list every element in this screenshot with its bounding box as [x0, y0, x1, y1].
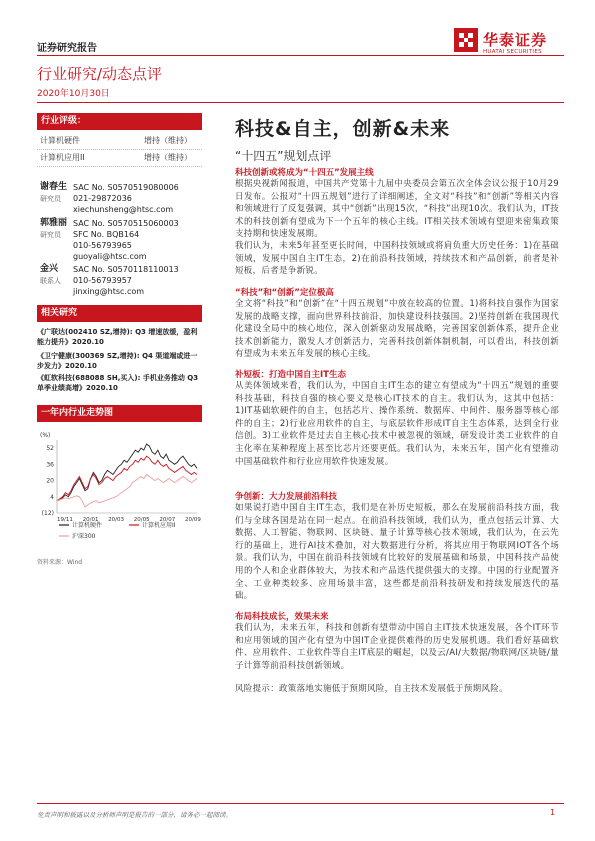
x-tick-label: 20/01: [82, 517, 99, 523]
x-tick-label: 20/03: [108, 517, 125, 523]
section-heading: 补短板：打造中国自主IT生态: [235, 370, 346, 380]
analyst-info: [73, 218, 179, 262]
header-divider-2: [37, 102, 564, 103]
industry-trend-chart: [37, 428, 202, 553]
page-subtitle: “十四五”规划点评: [235, 149, 332, 163]
logo-text-en: HUATAI SECURITIES: [483, 49, 542, 55]
analyst-card: [37, 182, 202, 216]
related-item[interactable]: [37, 351, 202, 371]
rating-industry: 计算机应用II: [40, 153, 85, 162]
analyst-email[interactable]: xiechunsheng@htsc.com: [73, 205, 174, 214]
rating-industry: 计算机硬件: [40, 136, 80, 145]
analyst-sac: SAC No. S0570118110013: [73, 265, 179, 274]
section-heading: 科技创新或将成为“十四五”发展主线: [235, 168, 374, 178]
analyst-phone: 010-56793965: [73, 241, 132, 250]
report-type-label: 证券研究报告: [37, 43, 97, 54]
section-paragraph: 根据央视新闻报道，中国共产党第十九届中央委员会第五次全体会议公报于10月29日发布。公报对“十四五规划”进行了详细阐述，全文对“科技”和“创新”等相关内容和领域进行了反复强调，其中“创新”出现15次，“科技”出现10次。我们认为，IT技术的科技创新有望成为下一个五年的核心主线。IT相关技术领域有望迎来密集政策支持期和快速发展期。: [235, 179, 559, 240]
x-tick-label: 20/07: [159, 517, 176, 523]
analyst-name: 金兴: [40, 264, 59, 274]
y-tick-label: 36: [46, 461, 54, 469]
series-line: [57, 475, 197, 507]
analyst-sac: SAC No. S0570515060003: [73, 219, 179, 228]
rating-value: 增持（维持）: [144, 136, 192, 145]
section-heading: 争创新：大力发展前沿科技: [235, 492, 338, 502]
chart-source: 资料来源：Wind: [37, 559, 83, 566]
analyst-sac: SAC No. S0570519080006: [73, 183, 179, 192]
x-tick-label: 20/09: [185, 517, 201, 523]
section-paragraph: 从美体领域来看，我们认为，中国自主IT生态的建立有望成为“十四五”规划的重要科技基础，科技自强的核心要义是核心IT技术的自主。我们认为，这其中包括：1)IT基础软硬件的自主，包括芯片、操作系统、数据库、中间件、服务器等核心部件的自主；2)行业应用软件的自主，与底层软件形成IT自主生态体系，达到全行业信创。3)工业软件是过去自主核心技术中被忽视的领域，研发设计类工业软件的自主化率在某种程度上甚至比芯片还要更低。我们认为，未来五年，国产化有望推动中国基础软件和行业应用软件快速发展。: [235, 381, 559, 467]
legend-label: 沪深300: [72, 533, 96, 540]
section-paragraph: 全文将“科技”和“创新”在“十四五规划”中放在较高的位置。1)将科技自强作为国家发展的战略支撑，面向世界科技前沿，加快建设科技强国。2)坚持创新在我国现代化建设全局中的核心地位，深入创新驱动发展战略，完善国家创新体系，提升企业技术创新能力，激发人才创新活力，完善科技创新体制机制，可以看出，科技创新有望成为未来五年发展的核心主线。: [235, 299, 559, 360]
y-tick-label: 4: [50, 493, 54, 501]
logo-mark-icon: [454, 28, 478, 52]
series-line: [57, 444, 197, 501]
report-category: 行业研究/动态点评: [37, 65, 163, 83]
analyst-name: 谢春生: [40, 182, 68, 192]
y-tick-label: 52: [46, 445, 54, 453]
y-tick-label: (12): [41, 510, 54, 517]
logo-text-cn: 华泰证券: [483, 31, 548, 49]
analyst-role: 研究员: [40, 231, 61, 239]
related-title: 相关研究: [37, 305, 202, 322]
analyst-role: 研究员: [40, 195, 61, 203]
x-tick-label: 20/05: [133, 517, 150, 523]
related-text: 《广联达(002410 SZ,增持): Q3 增速放缓，盈利能力提升》2020.10: [37, 328, 198, 346]
analyst-phone: 010-56793957: [73, 276, 132, 285]
footer-disclaimer: 免责声明和披露以及分析师声明是报告的一部分，请务必一起阅读。: [37, 811, 232, 819]
related-item[interactable]: [37, 327, 202, 347]
analyst-email[interactable]: guoyali@htsc.com: [73, 252, 147, 261]
section-paragraph: 如果说打造中国自主IT生态，我们是在补历史短板，那么在发展前沿科技方面，我们与全球各国是站在同一起点。在前沿科技领域，我们认为，重点包括云计算、大数据、人工智能、物联网、区块链、量子计算等核心技术领域，我们认为，在云先行的基础上，进行AI技术叠加，对大数据进行分析，将其应用于物联网IOT各个场景。我们认为，中国在前沿科技领域有比较好的发展基础和场景，中国科技产品使用的个人和企业群体较大，为技术和产品迭代提供强大的支撑。中国的行业配置齐全、工业种类较多、应用场景丰富，这些都是前沿科技研发和持续发展迭代的基础。: [235, 503, 559, 602]
analyst-info: [73, 264, 179, 297]
section-heading: 布局科技成长，效果未来: [235, 612, 329, 622]
analyst-role: 联系人: [40, 277, 61, 285]
section-heading: “科技”和“创新”定位极高: [235, 288, 334, 298]
related-text: 《卫宁健康(300369 SZ,增持): Q4 渠道端或进一步发力》2020.10: [37, 352, 198, 370]
page-number: 1: [550, 808, 556, 817]
section-paragraph: 我们认为，未来5年甚至更长时间，中国科技领域或将肩负重大历史任务：1)在基础领域，发展中国自主IT生态，2)在前沿科技领域，持续技术和产品创新，前者是补短板，后者是争新锐。: [235, 241, 559, 277]
legend-label: 计算机硬件: [72, 522, 103, 529]
analyst-phone: 021-29872036: [73, 194, 132, 203]
y-tick-label: 20: [46, 477, 54, 485]
analyst-card: [37, 264, 202, 298]
rating-row: [37, 133, 202, 150]
y-unit-label: (%): [40, 432, 51, 439]
analyst-name: 郭雅丽: [40, 218, 68, 228]
analyst-email[interactable]: jinxing@htsc.com: [73, 287, 145, 296]
related-text: 《虹软科技(688088 SH,买入): 手机业务推动 Q3 单季业绩高增》2020.10: [37, 374, 199, 392]
rating-value: 增持（维持）: [144, 153, 192, 162]
rating-title: 行业评级：: [37, 113, 202, 130]
footer-divider: [37, 803, 564, 804]
rating-row: [37, 150, 202, 167]
analyst-card: [37, 218, 202, 264]
analyst-sfc: SFC No. BQB164: [73, 230, 140, 239]
legend-label: 计算机应用II: [142, 522, 176, 529]
report-date: 2020年10月30日: [37, 89, 110, 99]
risk-note: 风险提示：政策落地实施低于预期风险，自主技术发展低于预期风险。: [235, 684, 508, 694]
page-title: 科技&自主，创新&未来: [235, 118, 451, 140]
chart-title: 一年内行业走势图: [37, 405, 202, 422]
analyst-info: [73, 182, 179, 215]
section-paragraph: 我们认为，未来五年，科技和创新有望带动中国自主IT技术快速发展，各个IT环节和应用领域的国产化有望为中国IT企业提供难得的历史发展机遇。我们看好基础软件、应用软件、工业软件等自主IT底层的崛起，以及云/AI/大数据/物联网/区块链/量子计算等前沿科技创新领域。: [235, 623, 559, 671]
related-item[interactable]: [37, 373, 202, 393]
x-tick-label: 19/11: [57, 517, 73, 523]
header-divider: [37, 55, 564, 56]
